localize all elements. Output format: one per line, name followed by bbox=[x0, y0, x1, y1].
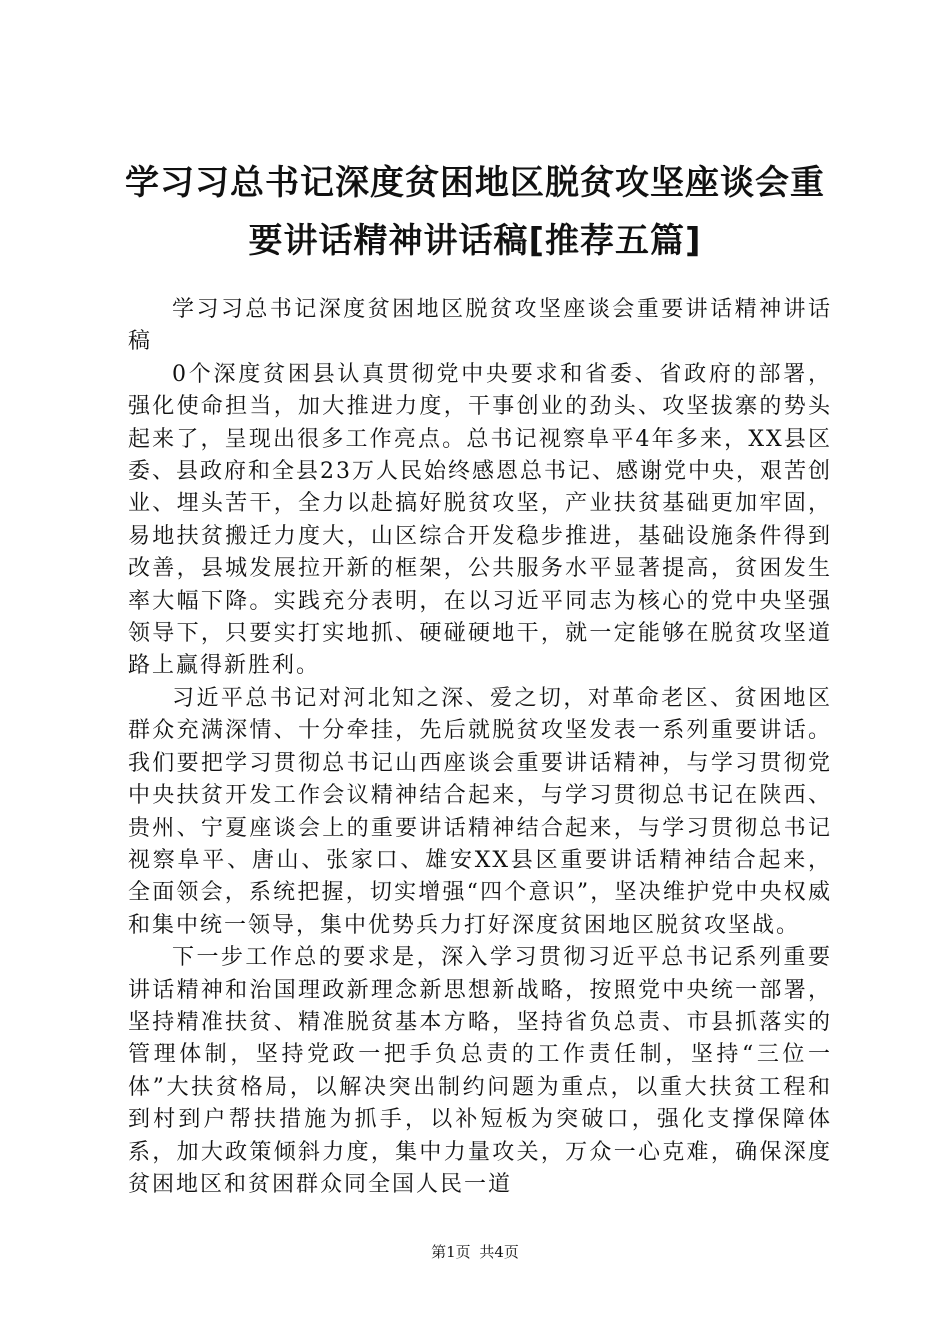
document-body bbox=[128, 294, 832, 1201]
page-total: 共4页 bbox=[479, 1243, 519, 1261]
paragraph: 0个深度贫困县认真贯彻党中央要求和省委、省政府的部署，强化使命担当，加大推进力度，干事创业的劲头、攻坚拔寨的势头起来了，呈现出很多工作亮点。总书记视察阜平4年多来，XX县区委、县政府和全县23万人民始终感恩总书记、感谢党中央，艰苦创业、埋头苦干，全力以赴搞好脱贫攻坚，产业扶贫基础更加牢固，易地扶贫搬迁力度大，山区综合开发稳步推进，基础设施条件得到改善，县城发展拉开新的框架，公共服务水平显著提高，贫困发生率大幅下降。实践充分表明，在以习近平同志为核心的党中央坚强领导下，只要实打实地抓、硬碰硬地干，就一定能够在脱贫攻坚道路上赢得新胜利。 bbox=[128, 361, 832, 679]
document-title-line-2: 要讲话精神讲话稿[推荐五篇] bbox=[248, 221, 702, 261]
page-footer bbox=[0, 1240, 950, 1264]
page-number: 第1页 bbox=[431, 1243, 471, 1261]
paragraph: 习近平总书记对河北知之深、爱之切，对革命老区、贫困地区群众充满深情、十分牵挂，先后就脱贫攻坚发表一系列重要讲话。我们要把学习贯彻总书记山西座谈会重要讲话精神，与学习贯彻党中央扶贫开发工作会议精神结合起来，与学习贯彻总书记在陕西、贵州、宁夏座谈会上的重要讲话精神结合起来，与学习贯彻总书记视察阜平、唐山、张家口、雄安XX县区重要讲话精神结合起来，全面领会，系统把握，切实增强“四个意识”，坚决维护党中央权威和集中统一领导，集中优势兵力打好深度贫困地区脱贫攻坚战。 bbox=[128, 685, 832, 938]
paragraph-subtitle: 学习习总书记深度贫困地区脱贫攻坚座谈会重要讲话精神讲话稿 bbox=[128, 297, 832, 355]
paragraph: 下一步工作总的要求是，深入学习贯彻习近平总书记系列重要讲话精神和治国理政新理念新思想新战略，按照党中央统一部署，坚持精准扶贫、精准脱贫基本方略，坚持省负总责、市县抓落实的管理体制，坚持党政一把手负总责的工作责任制，坚持“三位一体”大扶贫格局，以解决突出制约问题为重点，以重大扶贫工程和到村到户帮扶措施为抓手，以补短板为突破口，强化支撑保障体系，加大政策倾斜力度，集中力量攻关，万众一心克难，确保深度贫困地区和贫困群众同全国人民一道 bbox=[128, 945, 832, 1197]
document-title-line-1: 学习习总书记深度贫困地区脱贫攻坚座谈会重 bbox=[125, 163, 825, 203]
